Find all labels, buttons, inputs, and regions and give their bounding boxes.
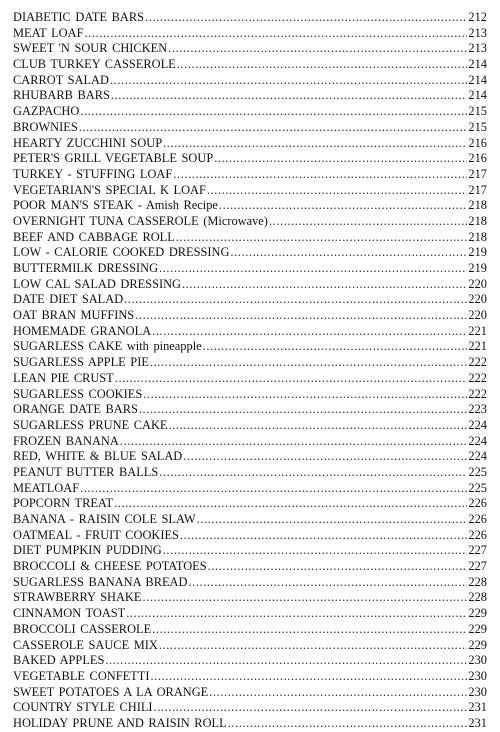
page-number: 228 <box>468 590 487 605</box>
dot-leader <box>208 559 468 575</box>
recipe-title: POOR MAN'S STEAK - Amish Recipe <box>13 198 218 213</box>
recipe-title: COUNTRY STYLE CHILI <box>13 700 153 715</box>
toc-entry <box>13 638 487 654</box>
table-of-contents <box>13 10 487 732</box>
recipe-title: STRAWBERRY SHAKE <box>13 590 142 605</box>
dot-leader <box>115 371 468 387</box>
dot-leader <box>203 339 468 355</box>
recipe-title: GAZPACHO <box>13 104 80 119</box>
toc-entry <box>13 339 487 355</box>
page-number: 226 <box>468 527 487 542</box>
toc-entry <box>13 559 487 575</box>
toc-entry <box>13 324 487 340</box>
page-number: 226 <box>468 496 487 511</box>
page-number: 227 <box>468 543 487 558</box>
dot-leader <box>163 543 468 559</box>
page-number: 217 <box>468 166 487 181</box>
recipe-title: SUGARLESS CAKE with pineapple <box>13 339 202 354</box>
recipe-title: CASSEROLE SAUCE MIX <box>13 637 158 652</box>
dot-leader <box>143 387 467 403</box>
page-number: 218 <box>468 213 487 228</box>
dot-leader <box>180 528 467 544</box>
dot-leader <box>207 183 468 199</box>
dot-leader <box>214 151 467 167</box>
dot-leader <box>188 575 467 591</box>
page-number: 214 <box>468 57 487 72</box>
toc-entry <box>13 198 487 214</box>
recipe-title: BEEF AND CABBAGE ROLL <box>13 229 175 244</box>
recipe-title: OAT BRAN MUFFINS <box>13 308 135 323</box>
toc-entry <box>13 167 487 183</box>
page-number: 221 <box>468 339 487 354</box>
page-number: 230 <box>468 668 487 683</box>
page-number: 220 <box>468 276 487 291</box>
page-number: 224 <box>468 417 487 432</box>
dot-leader <box>176 230 468 246</box>
toc-entry <box>13 26 487 42</box>
dot-leader <box>228 716 468 732</box>
toc-entry <box>13 214 487 230</box>
recipe-title: CINNAMON TOAST <box>13 606 126 621</box>
toc-entry <box>13 449 487 465</box>
page-number: 228 <box>468 574 487 589</box>
dot-leader <box>142 590 467 606</box>
recipe-title: HOLIDAY PRUNE AND RAISIN ROLL <box>13 715 227 730</box>
page-number: 227 <box>468 559 487 574</box>
page-number: 220 <box>468 308 487 323</box>
recipe-title: VEGETARIAN'S SPECIAL K LOAF <box>13 182 206 197</box>
toc-entry <box>13 136 487 152</box>
dot-leader <box>150 355 468 371</box>
toc-entry <box>13 371 487 387</box>
dot-leader <box>154 700 468 716</box>
recipe-title: LOW CAL SALAD DRESSING <box>13 276 181 291</box>
recipe-title: SUGARLESS BANANA BREAD <box>13 574 188 589</box>
recipe-title: PEANUT BUTTER BALLS <box>13 464 159 479</box>
recipe-title: SUGARLESS COOKIES <box>13 386 143 401</box>
dot-leader <box>114 496 467 512</box>
dot-leader <box>152 324 467 340</box>
toc-entry <box>13 151 487 167</box>
recipe-title: ORANGE DATE BARS <box>13 402 138 417</box>
toc-entry <box>13 387 487 403</box>
recipe-title: CLUB TURKEY CASSEROLE <box>13 57 176 72</box>
recipe-title: BROWNIES <box>13 119 78 134</box>
toc-entry <box>13 41 487 57</box>
page-number: 222 <box>468 355 487 370</box>
dot-leader <box>135 308 467 324</box>
page-number: 218 <box>468 229 487 244</box>
toc-entry <box>13 590 487 606</box>
toc-entry <box>13 512 487 528</box>
toc-entry <box>13 183 487 199</box>
toc-entry <box>13 434 487 450</box>
dot-leader <box>152 622 467 638</box>
page-number: 225 <box>468 480 487 495</box>
page-number: 218 <box>468 198 487 213</box>
page-number: 216 <box>468 135 487 150</box>
page-number: 215 <box>468 119 487 134</box>
toc-entry <box>13 622 487 638</box>
page-number: 223 <box>468 402 487 417</box>
page-number: 229 <box>468 637 487 652</box>
recipe-title: FROZEN BANANA <box>13 433 119 448</box>
page-number: 215 <box>468 104 487 119</box>
dot-leader <box>139 402 468 418</box>
recipe-title: BROCCOLI CASSEROLE <box>13 621 152 636</box>
dot-leader <box>183 449 467 465</box>
dot-leader <box>84 26 467 42</box>
toc-entry <box>13 481 487 497</box>
toc-entry <box>13 245 487 261</box>
page-number: 225 <box>468 464 487 479</box>
toc-entry <box>13 606 487 622</box>
dot-leader <box>209 685 467 701</box>
recipe-title: HOMEMADE GRANOLA <box>13 323 152 338</box>
recipe-title: DIET PUMPKIN PUDDING <box>13 543 162 558</box>
toc-entry <box>13 653 487 669</box>
dot-leader <box>124 292 467 308</box>
recipe-title: DIABETIC DATE BARS <box>13 10 145 24</box>
page-number: 224 <box>468 449 487 464</box>
toc-entry <box>13 543 487 559</box>
dot-leader <box>159 638 468 654</box>
toc-entry <box>13 496 487 512</box>
page-number: 222 <box>468 386 487 401</box>
toc-entry <box>13 465 487 481</box>
dot-leader <box>163 136 467 152</box>
dot-leader <box>269 214 467 230</box>
page-number: 229 <box>468 606 487 621</box>
recipe-title: VEGETABLE CONFETTI <box>13 668 150 683</box>
recipe-title: SWEET 'N SOUR CHICKEN <box>13 41 168 56</box>
page-number: 221 <box>468 323 487 338</box>
recipe-title: RHUBARB BARS <box>13 88 110 103</box>
toc-entry <box>13 120 487 136</box>
recipe-title: HEARTY ZUCCHINI SOUP <box>13 135 163 150</box>
dot-leader <box>173 167 467 183</box>
toc-entry <box>13 418 487 434</box>
page-number: 230 <box>468 653 487 668</box>
dot-leader <box>159 261 467 277</box>
recipe-title: BROCCOLI & CHEESE POTATOES <box>13 559 207 574</box>
toc-entry <box>13 308 487 324</box>
page-number: 229 <box>468 621 487 636</box>
toc-entry <box>13 700 487 716</box>
page-number: 224 <box>468 433 487 448</box>
dot-leader <box>168 41 467 57</box>
toc-entry <box>13 575 487 591</box>
recipe-title: TURKEY - STUFFING LOAF <box>13 166 173 181</box>
page-number: 222 <box>468 370 487 385</box>
dot-leader <box>105 653 467 669</box>
page-number: 231 <box>468 715 487 730</box>
toc-entry <box>13 57 487 73</box>
page-number: 217 <box>468 182 487 197</box>
recipe-title: BANANA - RAISIN COLE SLAW <box>13 512 196 526</box>
dot-leader <box>182 277 467 293</box>
page-number: 220 <box>468 292 487 307</box>
toc-entry <box>13 10 487 26</box>
recipe-title: LOW - CALORIE COOKED DRESSING <box>13 245 230 260</box>
toc-entry <box>13 292 487 308</box>
recipe-title: OATMEAL - FRUIT COOKIES <box>13 527 179 542</box>
page-number: 213 <box>468 41 487 56</box>
dot-leader <box>120 434 468 450</box>
page-number: 212 <box>468 10 487 24</box>
dot-leader <box>159 465 467 481</box>
page-number: 226 <box>468 512 487 526</box>
page-number: 231 <box>468 700 487 715</box>
toc-entry <box>13 669 487 685</box>
dot-leader <box>145 10 467 26</box>
recipe-title: CARROT SALAD <box>13 72 109 87</box>
dot-leader <box>126 606 467 622</box>
recipe-title: SWEET POTATOES A LA ORANGE <box>13 684 209 699</box>
dot-leader <box>79 120 468 136</box>
toc-entry <box>13 73 487 89</box>
recipe-title: SUGARLESS PRUNE CAKE <box>13 417 168 432</box>
page-number: 213 <box>468 25 487 40</box>
recipe-title: BUTTERMILK DRESSING <box>13 261 159 275</box>
page-number: 214 <box>468 72 487 87</box>
toc-entry <box>13 104 487 120</box>
recipe-title: LEAN PIE CRUST <box>13 370 114 385</box>
page-number: 219 <box>468 245 487 260</box>
dot-leader <box>219 198 468 214</box>
recipe-title: MEAT LOAF <box>13 25 84 40</box>
dot-leader <box>150 669 467 685</box>
dot-leader <box>110 73 467 89</box>
recipe-title: POPCORN TREAT <box>13 496 114 511</box>
dot-leader <box>168 418 467 434</box>
page-number: 219 <box>468 261 487 275</box>
toc-entry <box>13 88 487 104</box>
page-number: 214 <box>468 88 487 103</box>
toc-entry <box>13 528 487 544</box>
dot-leader <box>80 481 467 497</box>
dot-leader <box>197 512 468 528</box>
toc-entry <box>13 402 487 418</box>
recipe-title: RED, WHITE & BLUE SALAD <box>13 449 183 464</box>
recipe-title: OVERNIGHT TUNA CASSEROLE (Microwave) <box>13 213 268 228</box>
recipe-title: SUGARLESS APPLE PIE <box>13 355 149 370</box>
toc-entry <box>13 716 487 732</box>
recipe-title: DATE DIET SALAD <box>13 292 124 307</box>
dot-leader <box>230 245 467 261</box>
recipe-title: MEATLOAF <box>13 480 80 495</box>
toc-entry <box>13 261 487 277</box>
toc-entry <box>13 230 487 246</box>
dot-leader <box>177 57 468 73</box>
dot-leader <box>80 104 467 120</box>
toc-entry <box>13 685 487 701</box>
toc-entry <box>13 355 487 371</box>
page-number: 216 <box>468 151 487 166</box>
recipe-title: PETER'S GRILL VEGETABLE SOUP <box>13 151 214 166</box>
recipe-title: BAKED APPLES <box>13 653 105 668</box>
toc-entry <box>13 277 487 293</box>
page-number: 230 <box>468 684 487 699</box>
dot-leader <box>111 88 468 104</box>
